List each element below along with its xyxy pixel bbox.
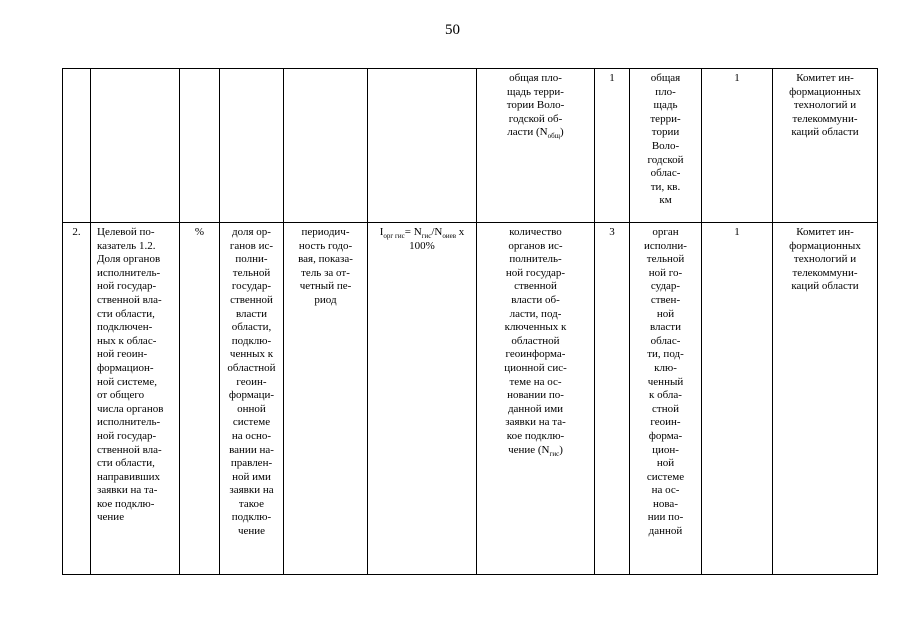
table-row bbox=[63, 223, 878, 575]
text-line: онной bbox=[237, 402, 266, 415]
cell-basic-indicator bbox=[477, 223, 595, 575]
text-line: полни- bbox=[235, 253, 268, 266]
text-line: каций области bbox=[791, 280, 859, 293]
text-line: областной bbox=[511, 334, 560, 347]
text-line: количество bbox=[509, 226, 562, 238]
indicators-table bbox=[62, 68, 878, 575]
text-line: орган bbox=[652, 226, 679, 238]
text-line: технологий и bbox=[793, 253, 857, 266]
text-line: данной ими bbox=[507, 402, 564, 415]
text-line: формационных bbox=[789, 239, 861, 252]
cell-formula bbox=[368, 69, 477, 223]
text-line: ственной bbox=[230, 293, 273, 306]
text-line: чение $(N_{гис})$ bbox=[508, 443, 563, 458]
text-line: теме на ос- bbox=[509, 375, 562, 388]
text-line: системе bbox=[646, 470, 685, 483]
cell-source-method: 3 bbox=[595, 223, 630, 575]
cell-basic-indicator: общая пло- щадь терри- тории Воло- годской об- ласти $(N_{общ})$ bbox=[477, 69, 595, 223]
text-line: тельной bbox=[232, 266, 271, 279]
text-line: правлен- bbox=[230, 457, 273, 470]
cell-unit bbox=[180, 69, 220, 223]
text-line: ствен- bbox=[650, 293, 681, 306]
text-line: власти об- bbox=[511, 293, 560, 306]
text-line: формаци- bbox=[228, 389, 275, 402]
cell-responsible: Комитет ин- формационных технологий и телекоммуни- каций области bbox=[773, 69, 878, 223]
text-line: заявки на bbox=[229, 484, 274, 497]
cell-responsible bbox=[773, 223, 878, 575]
text-line: формацион- bbox=[97, 361, 154, 374]
cell-definition bbox=[220, 223, 284, 575]
text-line: судар- bbox=[650, 280, 681, 293]
cell-unit: % bbox=[180, 223, 220, 575]
text-line: направивших bbox=[97, 470, 161, 483]
text-line: ной государ- bbox=[97, 429, 157, 442]
text-line: государ- bbox=[231, 280, 272, 293]
cell-definition bbox=[220, 69, 284, 223]
text-line: ласти, под- bbox=[509, 307, 562, 320]
text-line: подклю- bbox=[231, 334, 272, 347]
text-line: числа органов bbox=[97, 402, 164, 415]
text-line: вая, показа- bbox=[298, 253, 353, 266]
text-line: ность годо- bbox=[298, 239, 353, 252]
text-line: на ос- bbox=[651, 484, 680, 497]
cell-time bbox=[284, 69, 368, 223]
text-line: такое bbox=[238, 497, 265, 510]
table-row bbox=[63, 69, 878, 223]
text-line: ных к облас- bbox=[97, 334, 157, 347]
text-line: ной геоин- bbox=[97, 348, 148, 361]
text-line: кое подклю- bbox=[506, 429, 565, 442]
cell-basic-unit: общая пло- щадь терри- тории Воло- годской облас- ти, кв. км bbox=[630, 69, 702, 223]
text-line: органов ис- bbox=[508, 239, 563, 252]
text-line: новании по- bbox=[507, 389, 564, 402]
text-line: ной bbox=[656, 457, 675, 470]
text-line: ганов ис- bbox=[229, 239, 274, 252]
text-line: стной bbox=[652, 402, 679, 415]
text-line: Доля органов bbox=[97, 253, 161, 266]
text-line: ственной вла- bbox=[97, 293, 162, 306]
text-line: полнитель- bbox=[509, 253, 562, 266]
text-line: облас- bbox=[650, 334, 681, 347]
text-line: казатель 1.2. bbox=[97, 239, 156, 252]
text-line: чение bbox=[237, 525, 266, 538]
text-line: на осно- bbox=[231, 429, 272, 442]
text-line: данной bbox=[648, 525, 683, 538]
cell-source-code: 1 bbox=[702, 223, 773, 575]
text-line: тель за от- bbox=[301, 266, 350, 279]
text-line: ной системе, bbox=[97, 375, 157, 388]
text-line: Целевой по- bbox=[97, 226, 155, 238]
text-line: областной bbox=[227, 361, 276, 374]
cell-source-method: 1 bbox=[595, 69, 630, 223]
text-line: вании на- bbox=[229, 443, 274, 456]
text-line: ной государ- bbox=[505, 266, 566, 279]
text-line: доля ор- bbox=[232, 226, 271, 238]
text-line: ченных к bbox=[229, 348, 274, 361]
text-line: Комитет ин- bbox=[796, 226, 854, 238]
text-line: ной ими bbox=[232, 470, 271, 483]
text-line: ционной сис- bbox=[504, 361, 567, 374]
text-line: ственной вла- bbox=[97, 443, 162, 456]
text-line: заявки на та- bbox=[505, 416, 566, 429]
cell-time bbox=[284, 223, 368, 575]
text-line: подклю- bbox=[231, 511, 272, 524]
text-line: чение bbox=[97, 511, 125, 524]
text-line: ченный bbox=[647, 375, 684, 388]
cell-indicator bbox=[91, 223, 180, 575]
text-line: исполнитель- bbox=[97, 416, 161, 429]
text-line: ной bbox=[656, 307, 675, 320]
cell-source-code: 1 bbox=[702, 69, 773, 223]
text-line: нии по- bbox=[647, 511, 684, 524]
text-line: риод bbox=[314, 293, 337, 306]
text-line: ной го- bbox=[648, 266, 683, 279]
page-number: 50 bbox=[445, 22, 460, 38]
text-line: тельной bbox=[646, 253, 685, 266]
text-line: системе bbox=[232, 416, 271, 429]
text-line: цион- bbox=[652, 443, 679, 456]
text-line: власти bbox=[650, 321, 681, 334]
text-line: власти bbox=[236, 307, 267, 320]
text-line: периодич- bbox=[301, 226, 350, 238]
text-line: ключенных к bbox=[504, 321, 567, 334]
text-line: ственной bbox=[514, 280, 557, 293]
text-line: нова- bbox=[653, 497, 678, 510]
text-line: телекоммуни- bbox=[792, 266, 858, 279]
text-line: геоинформа- bbox=[505, 348, 566, 361]
text-line: от общего bbox=[97, 389, 145, 402]
text-line: к обла- bbox=[649, 389, 682, 402]
text-line: исполнитель- bbox=[97, 266, 161, 279]
cell-num bbox=[63, 69, 91, 223]
text-line: четный пе- bbox=[299, 280, 352, 293]
cell-num: 2. bbox=[63, 223, 91, 575]
text-line: геоин- bbox=[650, 416, 681, 429]
cell-basic-unit bbox=[630, 223, 702, 575]
text-line: исполни- bbox=[644, 239, 687, 252]
text-line: ной государ- bbox=[97, 280, 157, 293]
text-line: геоин- bbox=[236, 375, 267, 388]
text-line: подключен- bbox=[97, 321, 153, 334]
text-line: сти области, bbox=[97, 457, 155, 470]
text-line: кое подклю- bbox=[97, 497, 155, 510]
text-line: области, bbox=[231, 321, 272, 334]
text-line: заявки на та- bbox=[97, 484, 158, 497]
cell-indicator bbox=[91, 69, 180, 223]
text-line: форма- bbox=[648, 429, 683, 442]
cell-formula: $I_{орг гис}= N_{гис}/N_{оиев}$ x 100% bbox=[368, 223, 477, 575]
text-line: ти, под- bbox=[647, 348, 684, 361]
text-line: сти области, bbox=[97, 307, 155, 320]
text-line: клю- bbox=[654, 361, 677, 374]
